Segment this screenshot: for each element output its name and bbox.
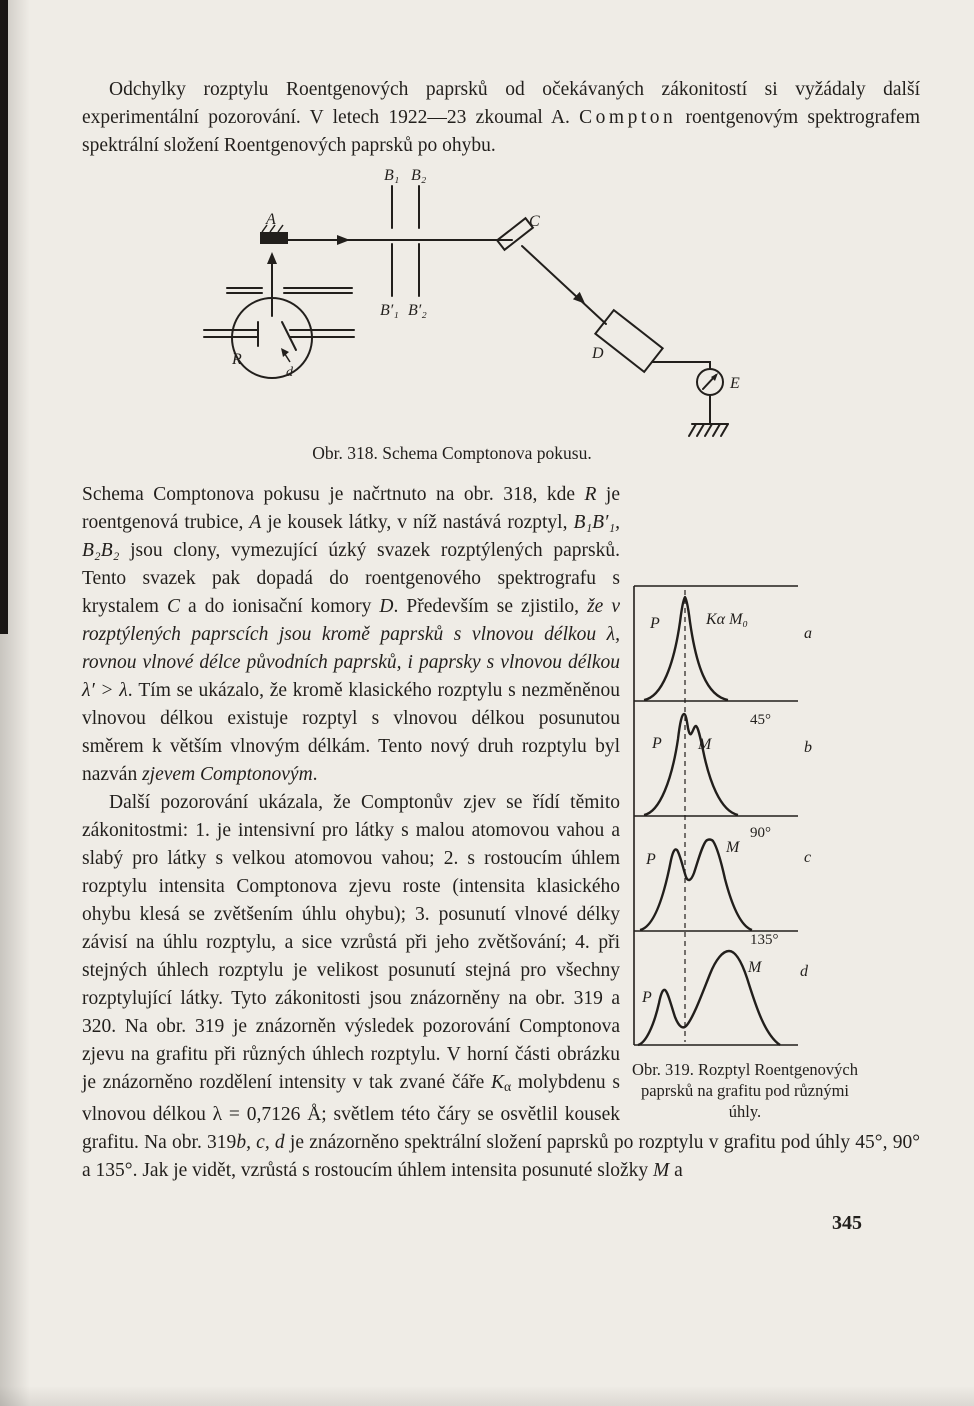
panel-letter-a: a bbox=[804, 625, 812, 642]
label-B2: B₂ bbox=[411, 167, 427, 184]
label-M-c: M bbox=[726, 839, 740, 856]
scan-shadow bbox=[0, 1386, 974, 1406]
label-D: D bbox=[592, 345, 604, 362]
ionisation-chamber-D bbox=[595, 310, 662, 372]
paragraph-schema-text: Schema Comptonova pokusu je načrtnuto na obr. 318, kde R je roentgenová trubice, A je kousek látky, v níž nastává rozptyl, B₁B′₁, B₂B₂ jsou clony, vymezující úzký svazek rozptýlených paprsků. Tento svazek pak dopadá do roentgenového spektrografu s krystalem C a do ionisační komory D. Především se zjistilo, že v rozptýlených paprscích jsou kromě paprsků s vlnovou délkou λ, rovnou vlnové délce původních paprsků, i paprsky s vlnovou délkou λ′ > λ. Tím se ukázalo, že kromě klasického rozptylu s nezměněnou vlnovou délkou existuje rozptyl s vlnovou délkou posunutou směrem k větším vlnovým délkám. Tento nový druh rozptylu byl nazván zjevem Comptonovým. bbox=[82, 484, 621, 785]
label-B2-prime: B′₂ bbox=[408, 302, 427, 319]
paragraph-laws: Další pozorování ukázala, že Comptonův zjev se řídí těmito zákonitostmi: 1. je intensivní pro látky s malou atomovou vahou a slabý pro látky s velkou atomovou vahou; 2. s rostoucím úhlem rozptylu intensita Comptonova zjevu roste (intensita klasického ohybu klesá se zvětšením úhlu ohybu); 3. posunutí vlnové délky závisí na úhlu rozptylu, a sice vzrůstá při jeho zvětšování; 4. při stejných úhlech rozptylu je velikost posunutí stejná pro všechny rozptylující látky. Tyto zákonitosti jsou znázorněny na obr. 319 a 320. Na obr. 319 je znázorněn výsledek pozorování Comptonova zjevu na grafitu při různých úhlech rozptylu. V horní části obrázku je znázorněno rozdělení intensity v tak zvané čáře Kα molybdenu s vlnovou délkou λ = 0,7126 Å; světlem této čáry se osvětlil kousek grafitu. Na obr. 319b, c, d je znázorněno spektrální složení paprsků po rozptylu v grafitu pod úhly 45°, 90° a 135°. Jak je vidět, vzrůstá s rostoucím úhlem intensita posunuté složky M a bbox=[82, 792, 920, 1181]
label-P-c: P bbox=[646, 851, 656, 868]
scan-shadow bbox=[0, 0, 30, 1406]
angle-135: 135° bbox=[750, 932, 779, 948]
fig318-diagram bbox=[182, 166, 762, 441]
figure-319 bbox=[630, 584, 920, 1122]
target-A bbox=[260, 232, 288, 244]
label-Ka-M0: Kα M₀ bbox=[706, 611, 748, 628]
curve-panel-b bbox=[644, 714, 738, 815]
label-C: C bbox=[529, 213, 540, 230]
label-M-d: M bbox=[748, 959, 762, 976]
paragraph-intro: Odchylky rozptylu Roentgenových paprsků od očekávaných zákonitostí si vyžádaly další experimentální pozorování. V letech 1922—23 zkoumal A. Compton roentgenovým spektrografem spektrální složení Roentgenových paprsků po ohybu. bbox=[82, 79, 920, 156]
panel-letter-c: c bbox=[804, 849, 812, 866]
label-d: d bbox=[286, 365, 293, 380]
label-P-a: P bbox=[650, 615, 660, 632]
fig319-spectra bbox=[630, 584, 845, 1047]
label-E: E bbox=[730, 375, 740, 392]
label-B1-prime: B′₁ bbox=[380, 302, 399, 319]
angle-45: 45° bbox=[750, 712, 771, 728]
figure-318-caption: Obr. 318. Schema Comptonova pokusu. bbox=[312, 443, 592, 463]
label-R: R bbox=[232, 351, 242, 368]
label-A: A bbox=[266, 211, 276, 228]
figure-318 bbox=[82, 166, 920, 465]
page-number: 345 bbox=[832, 1212, 862, 1234]
label-B1: B₁ bbox=[384, 167, 400, 184]
label-P-d: P bbox=[642, 989, 652, 1006]
label-P-b: P bbox=[652, 735, 662, 752]
crystal-C bbox=[497, 218, 533, 250]
panel-letter-b: b bbox=[804, 739, 812, 756]
page-content bbox=[82, 76, 920, 1237]
angle-90: 90° bbox=[750, 825, 771, 841]
panel-letter-d: d bbox=[800, 963, 808, 980]
label-M-b: M bbox=[698, 736, 712, 753]
figure-319-caption: Obr. 319. Rozptyl Roentgenových paprsků na grafitu pod různými úhly. bbox=[632, 1060, 858, 1121]
